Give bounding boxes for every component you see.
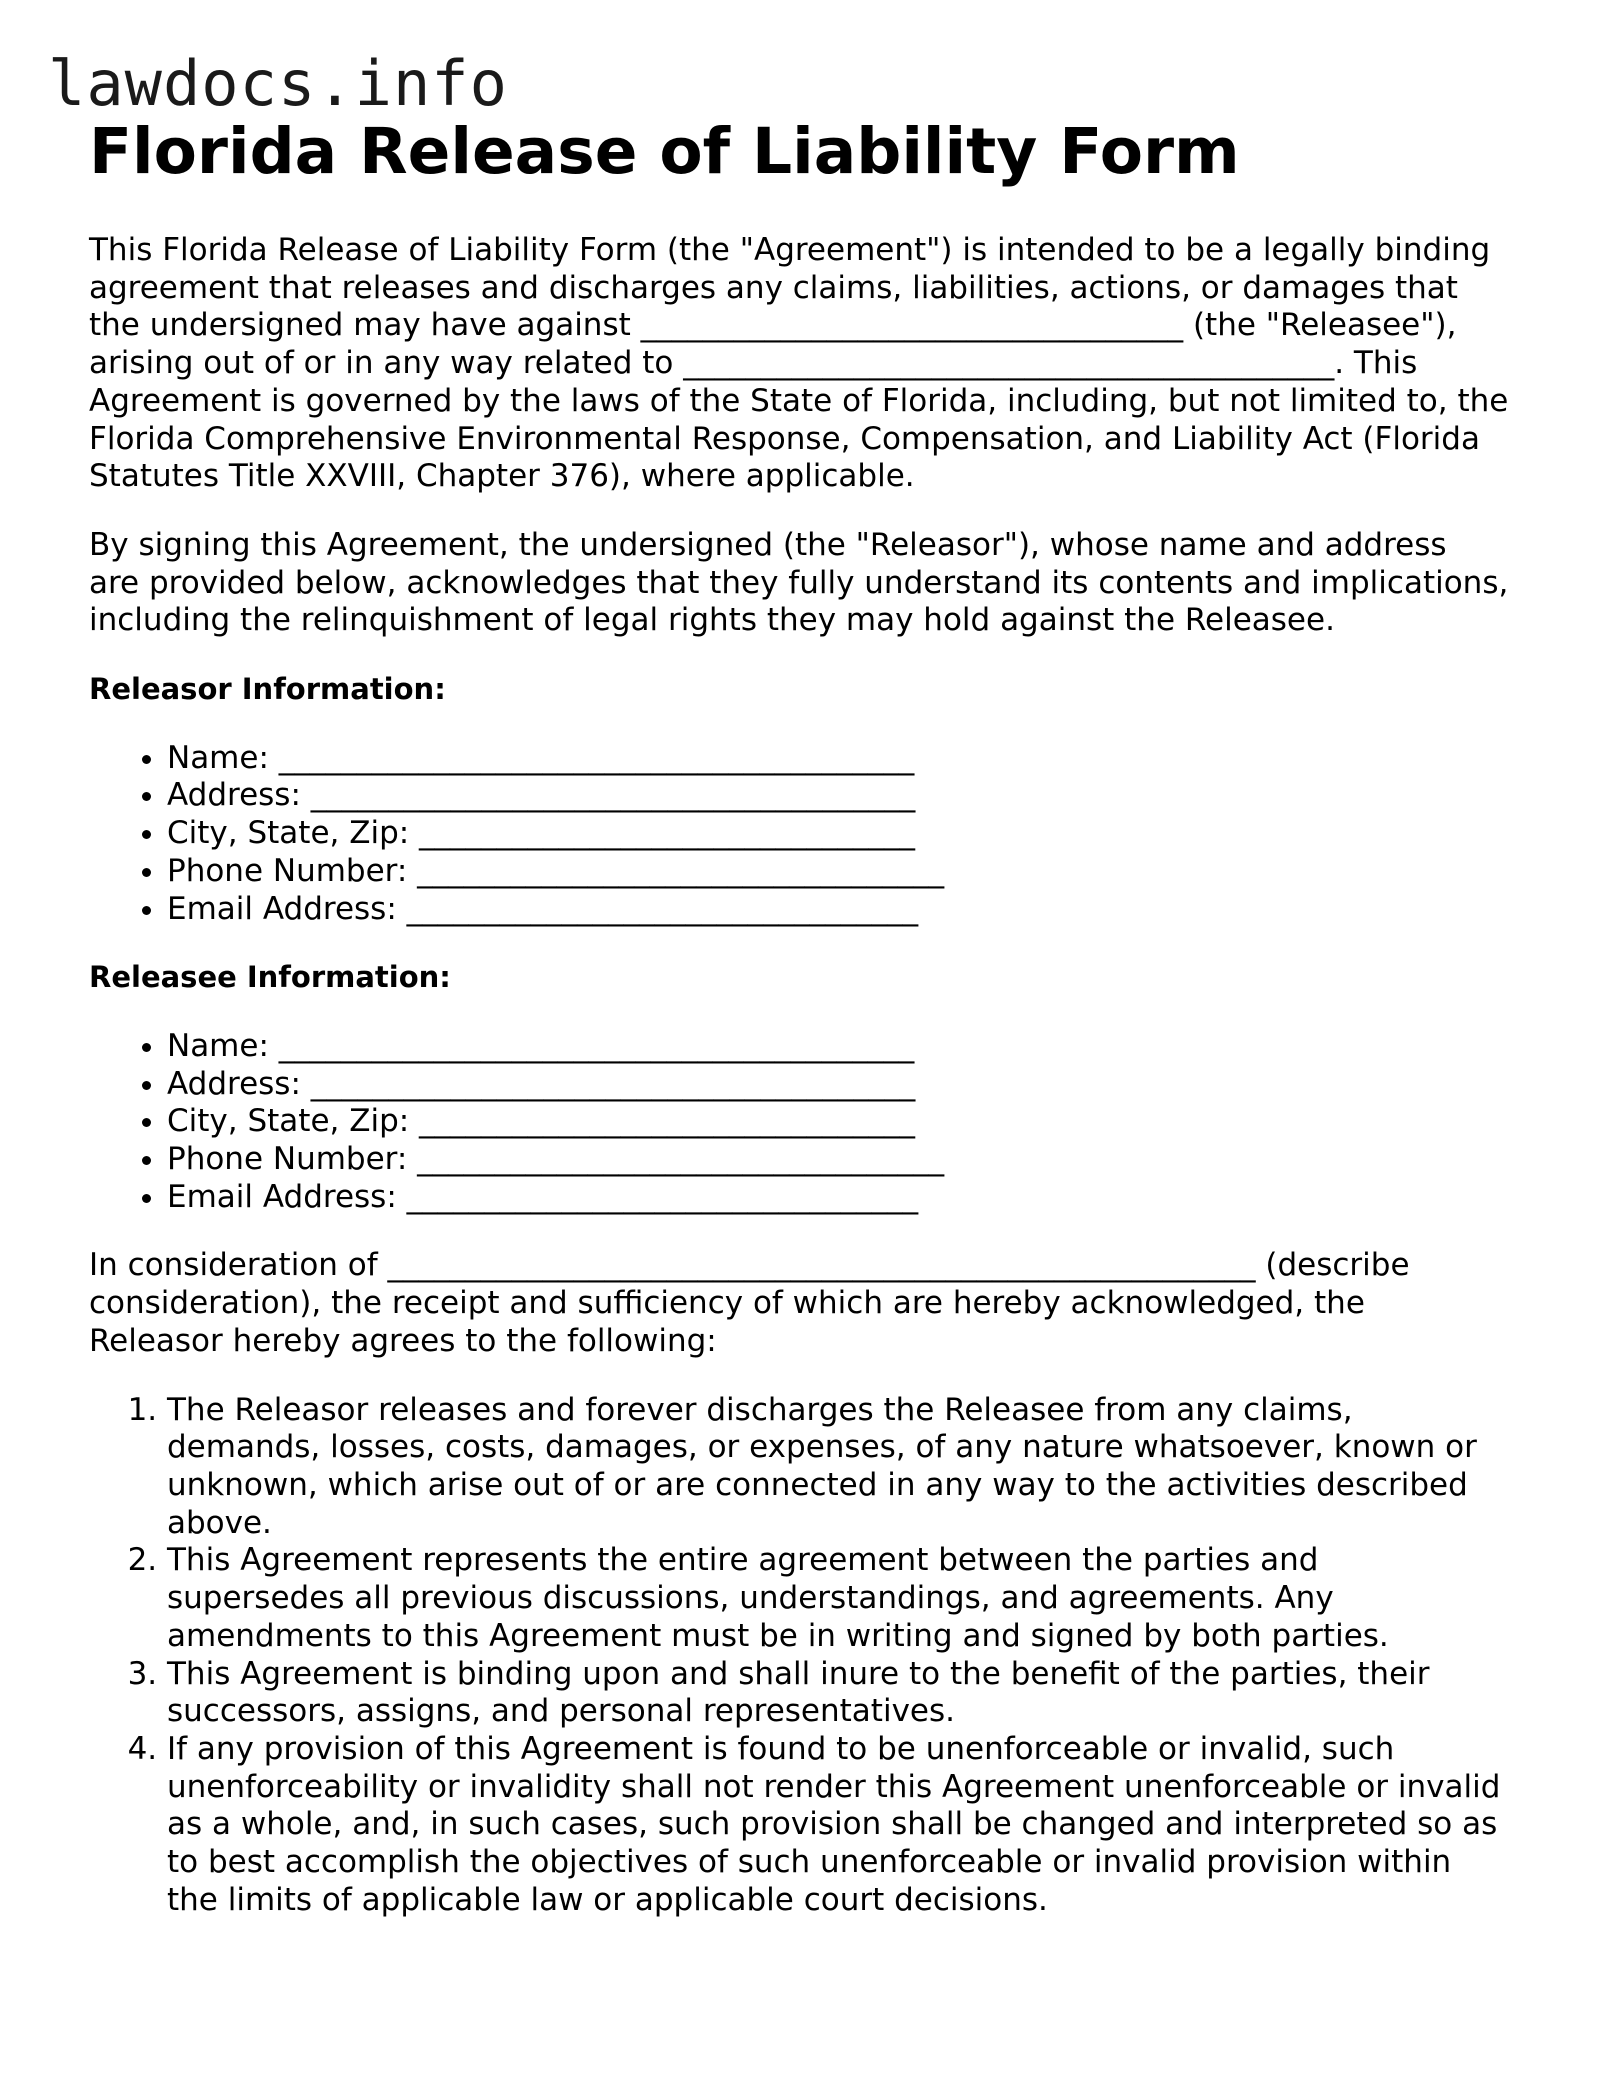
term-line: supersedes all previous discussions, understandings, and agreements. Any bbox=[167, 1580, 1334, 1617]
term-line: unknown, which arise out of or are connected in any way to the activities described bbox=[167, 1466, 1468, 1503]
intro-paragraph bbox=[89, 232, 1529, 496]
releasee-fields-list bbox=[89, 1028, 1529, 1217]
term-line: amendments to this Agreement must be in writing and signed by both parties. bbox=[167, 1617, 1389, 1654]
term-line: unenforceability or invalidity shall not render this Agreement unenforceable or invalid bbox=[167, 1768, 1501, 1805]
term-item bbox=[167, 1656, 1529, 1731]
site-watermark: lawdocs.info bbox=[48, 47, 508, 120]
term-line: above. bbox=[167, 1504, 272, 1541]
consideration-line: consideration), the receipt and sufficiency of which are hereby acknowledged, the bbox=[89, 1285, 1365, 1322]
releasor-city-state-zip-field: • City, State, Zip: ________________________________ bbox=[167, 815, 1529, 853]
term-item bbox=[167, 1392, 1529, 1543]
intro-line: Florida Comprehensive Environmental Response, Compensation, and Liability Act (Florida bbox=[89, 420, 1480, 457]
term-line: The Releasor releases and forever discharges the Releasee from any claims, bbox=[167, 1391, 1353, 1428]
releasor-name-field: • Name: _________________________________________ bbox=[167, 740, 1529, 778]
term-line: This Agreement represents the entire agreement between the parties and bbox=[167, 1542, 1319, 1579]
term-item bbox=[167, 1542, 1529, 1655]
intro-line: the undersigned may have against ___________________________________ (the "Releasee"), bbox=[89, 307, 1457, 344]
consideration-line: In consideration of ________________________________________________________ (describe bbox=[89, 1247, 1410, 1284]
signing-line: including the relinquishment of legal rights they may hold against the Releasee. bbox=[89, 602, 1335, 639]
term-item bbox=[167, 1731, 1529, 1920]
releasee-email-field: • Email Address: _________________________________ bbox=[167, 1179, 1529, 1217]
releasor-heading: Releasor Information: bbox=[89, 672, 446, 707]
releasor-address-field: • Address: _______________________________________ bbox=[167, 777, 1529, 815]
releasor-email-field: • Email Address: _________________________________ bbox=[167, 891, 1529, 929]
intro-line: agreement that releases and discharges any claims, liabilities, actions, or damages that bbox=[89, 269, 1458, 306]
releasee-name-field: • Name: _________________________________________ bbox=[167, 1028, 1529, 1066]
term-line: the limits of applicable law or applicable court decisions. bbox=[167, 1881, 1048, 1918]
signing-paragraph bbox=[89, 527, 1529, 640]
intro-line: Agreement is governed by the laws of the State of Florida, including, but not limited to, the bbox=[89, 382, 1509, 419]
intro-line: Statutes Title XXVIII, Chapter 376), where applicable. bbox=[89, 458, 915, 495]
releasee-address-field: • Address: _______________________________________ bbox=[167, 1066, 1529, 1104]
term-line: to best accomplish the objectives of such unenforceable or invalid provision within bbox=[167, 1844, 1452, 1881]
term-line: successors, assigns, and personal representatives. bbox=[167, 1693, 955, 1730]
term-line: demands, losses, costs, damages, or expenses, of any nature whatsoever, known or bbox=[167, 1429, 1477, 1466]
terms-list bbox=[89, 1392, 1529, 1920]
consideration-paragraph bbox=[89, 1247, 1529, 1360]
releasee-city-state-zip-field: • City, State, Zip: ________________________________ bbox=[167, 1103, 1529, 1141]
signing-line: By signing this Agreement, the undersigned (the "Releasor"), whose name and address bbox=[89, 526, 1447, 563]
signing-line: are provided below, acknowledges that they fully understand its contents and implications, bbox=[89, 564, 1509, 601]
term-line: as a whole, and, in such cases, such provision shall be changed and interpreted so as bbox=[167, 1806, 1498, 1843]
document-page bbox=[89, 112, 1529, 1919]
releasor-phone-field: • Phone Number: __________________________________ bbox=[167, 853, 1529, 891]
releasee-heading: Releasee Information: bbox=[89, 960, 451, 995]
releasee-phone-field: • Phone Number: __________________________________ bbox=[167, 1141, 1529, 1179]
term-line: This Agreement is binding upon and shall inure to the benefit of the parties, their bbox=[167, 1655, 1430, 1692]
intro-line: This Florida Release of Liability Form (the "Agreement") is intended to be a legally binding bbox=[89, 232, 1491, 268]
term-line: If any provision of this Agreement is found to be unenforceable or invalid, such bbox=[167, 1730, 1395, 1767]
intro-line: arising out of or in any way related to __________________________________________. This bbox=[89, 345, 1418, 382]
releasor-fields-list bbox=[89, 740, 1529, 929]
document-title: Florida Release of Liability Form bbox=[89, 115, 1240, 188]
consideration-line: Releasor hereby agrees to the following: bbox=[89, 1322, 717, 1359]
